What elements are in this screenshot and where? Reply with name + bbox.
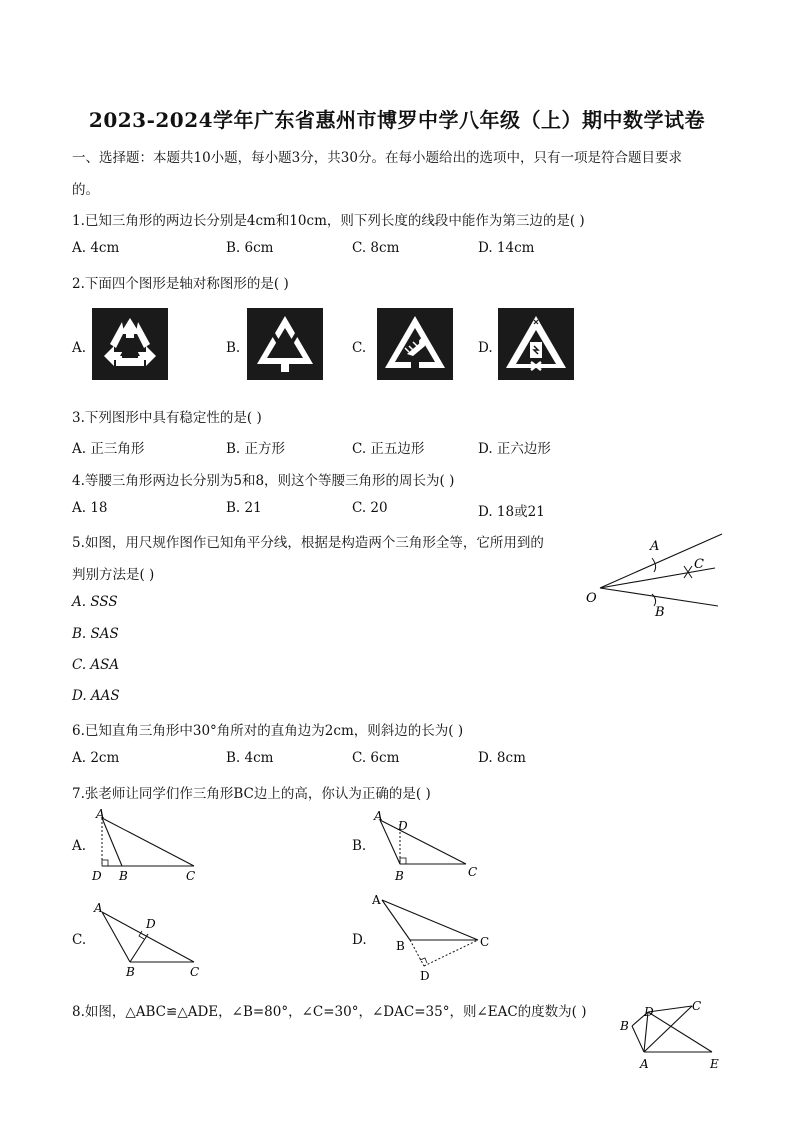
section-instruction-line1: 一、选择题：本题共10小题，每小题3分，共30分。在每小题给出的选项中，只有一项是符合题目要求 xyxy=(72,150,682,166)
q5-label-c: C xyxy=(694,557,704,572)
q5-angle-bisector-figure xyxy=(580,528,730,620)
q1-option-d: D. 14cm xyxy=(478,240,535,256)
q6-option-c: C. 6cm xyxy=(352,750,400,766)
q5-stem-line2: 判别方法是( ) xyxy=(72,567,155,583)
q7a-label-c: C xyxy=(186,869,196,883)
q8-label-c: C xyxy=(692,999,702,1013)
q7c-label-b: B xyxy=(126,965,135,978)
q7b-label-a: A xyxy=(374,809,383,823)
page-title: 2023-2024学年广东省惠州市博罗中学八年级（上）期中数学试卷 xyxy=(88,108,706,132)
recycle-symbol-b-icon xyxy=(247,308,323,380)
q1-option-c: C. 8cm xyxy=(352,240,400,256)
q3-option-b: B. 正方形 xyxy=(226,441,286,457)
q2-label-b: B. xyxy=(226,340,241,356)
q4-option-b: B. 21 xyxy=(226,500,262,516)
q7d-label-c: C xyxy=(480,935,490,949)
q8-label-d: D xyxy=(644,1005,654,1019)
q5-option-b: B. SAS xyxy=(72,626,119,642)
q2-label-d: D. xyxy=(478,340,493,356)
q7-label-d: D. xyxy=(352,932,367,948)
q5-label-a: A xyxy=(650,539,660,554)
q2-label-a: A. xyxy=(72,340,87,356)
q5-option-c: C. ASA xyxy=(72,657,120,673)
q7c-label-d: D xyxy=(146,917,156,931)
q5-option-a: A. SSS xyxy=(72,594,118,610)
q6-option-a: A. 2cm xyxy=(72,750,120,766)
q1-option-a: A. 4cm xyxy=(72,240,120,256)
q7b-label-d: D xyxy=(398,819,408,833)
q2-stem: 2.下面四个图形是轴对称图形的是( ) xyxy=(72,276,289,292)
q7-label-a: A. xyxy=(72,838,87,854)
q7c-label-c: C xyxy=(190,965,200,978)
q2-label-c: C. xyxy=(352,340,367,356)
q8-stem: 8.如图，△ABC≌△ADE，∠B=80°，∠C=30°，∠DAC=35°，则∠EAC的度数为( ) xyxy=(72,1004,587,1020)
q7-figure-c xyxy=(88,898,208,978)
section-instruction-line2: 的。 xyxy=(72,182,99,198)
q7a-label-a: A xyxy=(96,807,105,821)
q4-option-c: C. 20 xyxy=(352,500,388,516)
q7-figure-b xyxy=(368,806,488,886)
q1-stem: 1.已知三角形的两边长分别是4cm和10cm，则下列长度的线段中能作为第三边的是( ) xyxy=(72,213,585,229)
q7c-label-a: A xyxy=(94,901,103,915)
q3-option-c: C. 正五边形 xyxy=(352,441,425,457)
q4-option-d: D. 18或21 xyxy=(478,504,545,520)
q5-stem-line1: 5.如图，用尺规作图作已知角平分线，根据是构造两个三角形全等，它所用到的 xyxy=(72,535,544,551)
q5-label-b: B xyxy=(655,605,665,620)
q3-option-a: A. 正三角形 xyxy=(72,441,145,457)
q7-figure-d xyxy=(368,890,498,986)
q6-option-b: B. 4cm xyxy=(226,750,274,766)
q5-option-d: D. AAS xyxy=(72,688,120,704)
q7a-label-d: D xyxy=(92,869,102,883)
recycle-symbol-a-icon xyxy=(92,308,168,380)
recycle-symbol-c-icon xyxy=(377,308,453,380)
q8-congruent-triangles-figure xyxy=(612,996,728,1074)
q7d-label-d: D xyxy=(420,969,430,983)
q7-label-c: C. xyxy=(72,932,87,948)
q7a-label-b: B xyxy=(119,869,128,883)
q1-option-b: B. 6cm xyxy=(226,240,274,256)
q7-label-b: B. xyxy=(352,838,367,854)
q8-label-e: E xyxy=(710,1057,719,1071)
q8-label-b: B xyxy=(620,1019,629,1033)
q7d-label-b: B xyxy=(396,939,405,953)
q7d-label-a: A xyxy=(372,893,381,907)
q5-label-o: O xyxy=(586,591,597,606)
q7b-label-b: B xyxy=(395,869,404,883)
q3-stem: 3.下列图形中具有稳定性的是( ) xyxy=(72,410,262,426)
q7-stem: 7.张老师让同学们作三角形BC边上的高，你认为正确的是( ) xyxy=(72,786,431,802)
q6-stem: 6.已知直角三角形中30°角所对的直角边为2cm，则斜边的长为( ) xyxy=(72,723,464,739)
q8-label-a: A xyxy=(640,1057,649,1071)
q4-stem: 4.等腰三角形两边长分别为5和8，则这个等腰三角形的周长为( ) xyxy=(72,473,455,489)
q7-figure-a xyxy=(88,806,208,886)
q6-option-d: D. 8cm xyxy=(478,750,526,766)
q4-option-a: A. 18 xyxy=(72,500,108,516)
q3-option-d: D. 正六边形 xyxy=(478,441,551,457)
q7b-label-c: C xyxy=(468,865,478,879)
recycle-symbol-d-icon xyxy=(498,308,574,380)
